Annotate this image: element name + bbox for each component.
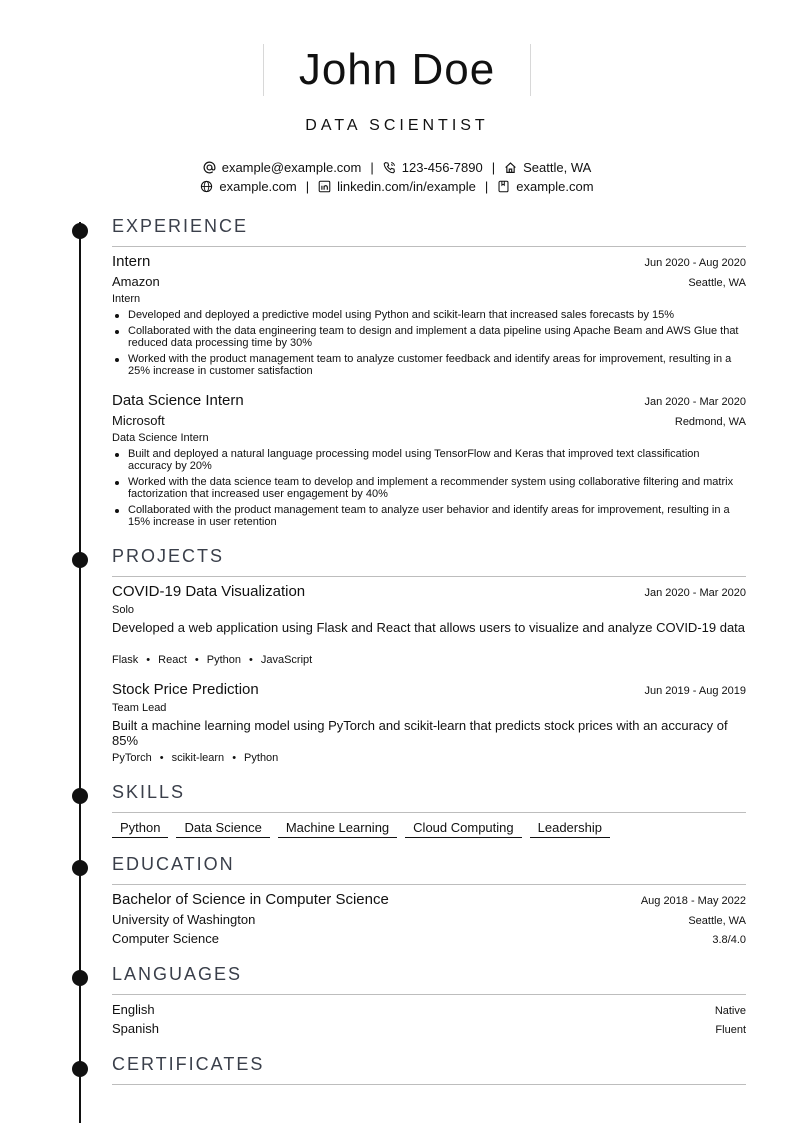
timeline-dot xyxy=(72,860,88,876)
bookmark-icon xyxy=(497,180,510,193)
project-title: Stock Price Prediction xyxy=(112,681,259,698)
timeline-line xyxy=(79,222,81,1123)
section-title-experience: EXPERIENCE xyxy=(112,216,249,236)
home-icon xyxy=(504,161,517,174)
section-title-certificates: CERTIFICATES xyxy=(112,1054,265,1074)
section-divider xyxy=(112,994,746,995)
contact-row-1 xyxy=(0,160,794,175)
tag: scikit-learn xyxy=(171,752,225,764)
education-location: Seattle, WA xyxy=(688,915,746,927)
at-icon xyxy=(203,161,216,174)
tag: React xyxy=(158,654,187,666)
tag-separator: • xyxy=(146,654,151,666)
experience-dates: Jan 2020 - Mar 2020 xyxy=(644,396,746,408)
globe-icon xyxy=(200,180,213,193)
experience-company: Amazon xyxy=(112,274,160,289)
language-level: Native xyxy=(714,1005,746,1017)
section-title-skills: SKILLS xyxy=(112,782,186,802)
experience-title: Intern xyxy=(112,253,151,270)
tag-separator: • xyxy=(194,654,199,666)
section-title-languages: LANGUAGES xyxy=(112,964,243,984)
separator: | xyxy=(305,179,310,194)
skill-tag: Python xyxy=(112,819,168,838)
tag: Python xyxy=(244,752,279,764)
section-title-projects: PROJECTS xyxy=(112,546,225,566)
experience-dates: Jun 2020 - Aug 2020 xyxy=(644,257,746,269)
timeline-dot xyxy=(72,552,88,568)
project-tags xyxy=(112,752,278,764)
separator: | xyxy=(484,179,489,194)
skill-tag: Machine Learning xyxy=(278,819,397,838)
project-dates: Jun 2019 - Aug 2019 xyxy=(644,685,746,697)
job-title: DATA SCIENTIST xyxy=(305,117,489,134)
tag-separator: • xyxy=(159,752,164,764)
language-level: Fluent xyxy=(715,1024,746,1036)
list-item: Worked with the data science team to develop and implement a recommender system using collaborative filtering and matrix factorization that increased user engagement by 40% xyxy=(112,476,746,500)
contact-phone[interactable] xyxy=(383,160,483,175)
experience-role: Data Science Intern xyxy=(112,432,209,444)
separator: | xyxy=(370,160,374,175)
skill-tag: Data Science xyxy=(176,819,269,838)
email-text: example@example.com xyxy=(221,160,362,175)
timeline-dot xyxy=(72,788,88,804)
project-title: COVID-19 Data Visualization xyxy=(112,583,306,600)
skill-tag: Cloud Computing xyxy=(405,819,521,838)
timeline-dot xyxy=(72,1061,88,1077)
section-divider xyxy=(112,246,746,247)
list-item: Worked with the product management team to analyze customer feedback and identify areas for improvement, resulting in a 25% increase in customer satisfaction xyxy=(112,353,746,377)
tag: Python xyxy=(206,654,241,666)
section-title-education: EDUCATION xyxy=(112,854,235,874)
project-tags xyxy=(112,654,312,666)
name-frame xyxy=(263,44,531,96)
section-divider xyxy=(112,1084,746,1085)
location-text: Seattle, WA xyxy=(523,160,592,175)
language-name: English xyxy=(112,1002,155,1017)
linkedin-text: linkedin.com/in/example xyxy=(337,179,476,194)
tag: JavaScript xyxy=(260,654,313,666)
project-role: Solo xyxy=(112,604,135,616)
education-field: Computer Science xyxy=(112,931,219,946)
education-degree: Bachelor of Science in Computer Science xyxy=(112,891,389,908)
linkedin-icon xyxy=(318,180,331,193)
list-item: Collaborated with the product management team to analyze user behavior and identify areas for improvement, resulting in a 15% increase in user retention xyxy=(112,504,746,528)
portfolio-text: example.com xyxy=(516,179,594,194)
list-item: Developed and deployed a predictive model using Python and scikit-learn that increased sales forecasts by 15% xyxy=(112,309,746,321)
website-text: example.com xyxy=(219,179,297,194)
experience-bullets xyxy=(112,448,746,532)
section-divider xyxy=(112,576,746,577)
project-dates: Jan 2020 - Mar 2020 xyxy=(644,587,746,599)
education-gpa: 3.8/4.0 xyxy=(712,934,746,946)
education-school: University of Washington xyxy=(112,912,256,927)
contact-row-2 xyxy=(0,179,794,194)
separator: | xyxy=(491,160,496,175)
project-description: Developed a web application using Flask and React that allows users to visualize and analyze COVID-19 data xyxy=(112,620,746,635)
experience-company: Microsoft xyxy=(112,413,165,428)
phone-icon xyxy=(383,161,396,174)
experience-location: Seattle, WA xyxy=(688,277,746,289)
experience-title: Data Science Intern xyxy=(112,392,244,409)
contact-website[interactable] xyxy=(200,179,296,194)
skill-tag: Leadership xyxy=(530,819,610,838)
contact-location xyxy=(504,160,591,175)
contact-portfolio[interactable] xyxy=(497,179,593,194)
tag-separator: • xyxy=(249,654,253,666)
experience-role: Intern xyxy=(112,293,141,305)
list-item: Collaborated with the data engineering team to design and implement a data pipeline using Apache Beam and AWS Glue that reduced data processing time by 30% xyxy=(112,325,746,349)
section-divider xyxy=(112,884,746,885)
section-divider xyxy=(112,812,746,813)
language-name: Spanish xyxy=(112,1021,159,1036)
candidate-name: John Doe xyxy=(298,45,496,94)
project-role: Team Lead xyxy=(112,702,167,714)
tag-separator: • xyxy=(232,752,237,764)
list-item: Built and deployed a natural language processing model using TensorFlow and Keras that improved text classification accuracy by 20% xyxy=(112,448,746,472)
project-description: Built a machine learning model using PyTorch and scikit-learn that predicts stock prices with an accuracy of 85% xyxy=(112,718,728,748)
tag: PyTorch xyxy=(112,752,152,764)
contact-email[interactable] xyxy=(203,160,362,175)
phone-text: 123-456-7890 xyxy=(401,160,483,175)
skills-list xyxy=(112,819,610,838)
experience-location: Redmond, WA xyxy=(674,416,746,428)
contact-linkedin[interactable] xyxy=(318,179,476,194)
experience-bullets xyxy=(112,309,746,381)
education-dates: Aug 2018 - May 2022 xyxy=(640,895,746,907)
timeline-dot xyxy=(72,970,88,986)
tag: Flask xyxy=(112,654,139,666)
timeline-dot xyxy=(72,223,88,239)
